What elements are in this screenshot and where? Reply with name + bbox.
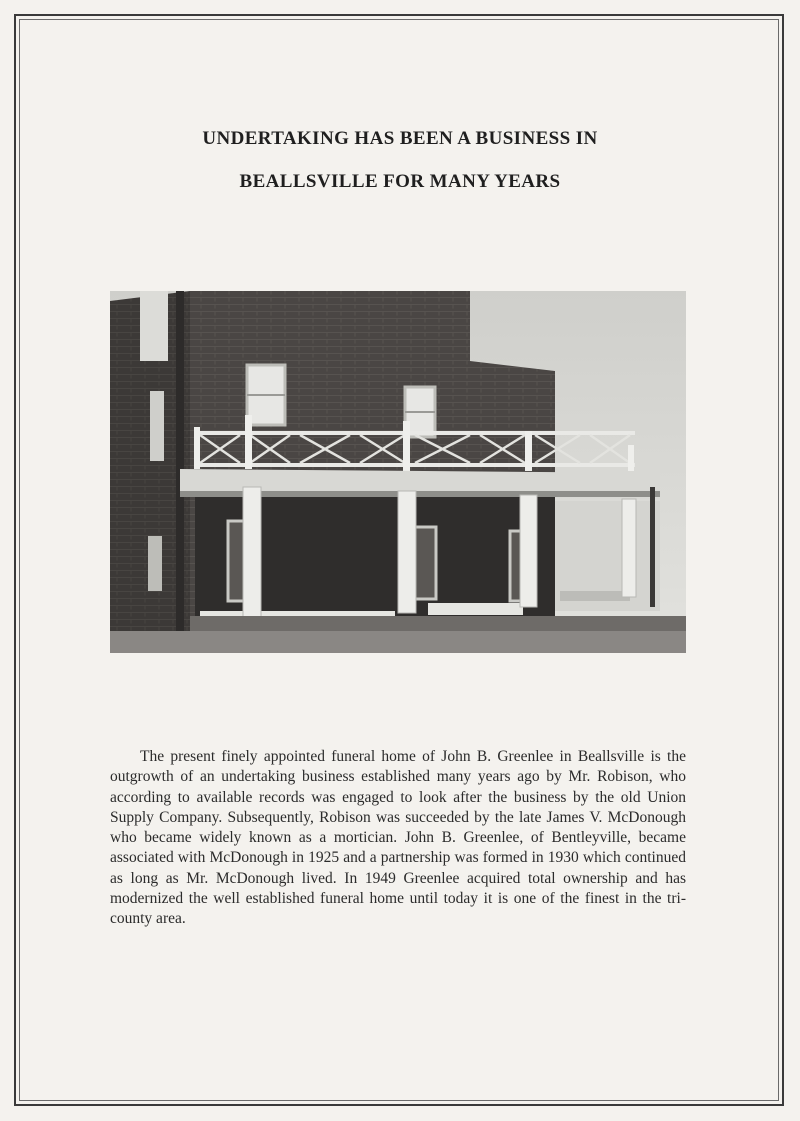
funeral-home-photo bbox=[110, 291, 686, 653]
article-text: The present finely appointed funeral home of John B. Greenlee in Beallsville is the outgrowth of an undertaking business established many years ago by Mr. Robison, who according to available records was engaged to look after the business by the old Union Supply Company. Subsequently, Robison was succeeded by the late James V. McDonough who became widely known as a mortician. John B. Greenlee, of Bentleyville, became associated with McDonough in 1925 and a partnership was formed in 1930 which continued as long as Mr. McDonough lived. In 1949 Greenlee acquired total ownership and has modernized the well established funeral home until today it is one of the finest in the tri-county area. bbox=[110, 748, 686, 928]
building-illustration bbox=[110, 291, 686, 653]
article-paragraph bbox=[110, 747, 686, 930]
headline-line-1: UNDERTAKING HAS BEEN A BUSINESS IN bbox=[202, 128, 598, 149]
headline-line-2: BEALLSVILLE FOR MANY YEARS bbox=[239, 171, 561, 192]
